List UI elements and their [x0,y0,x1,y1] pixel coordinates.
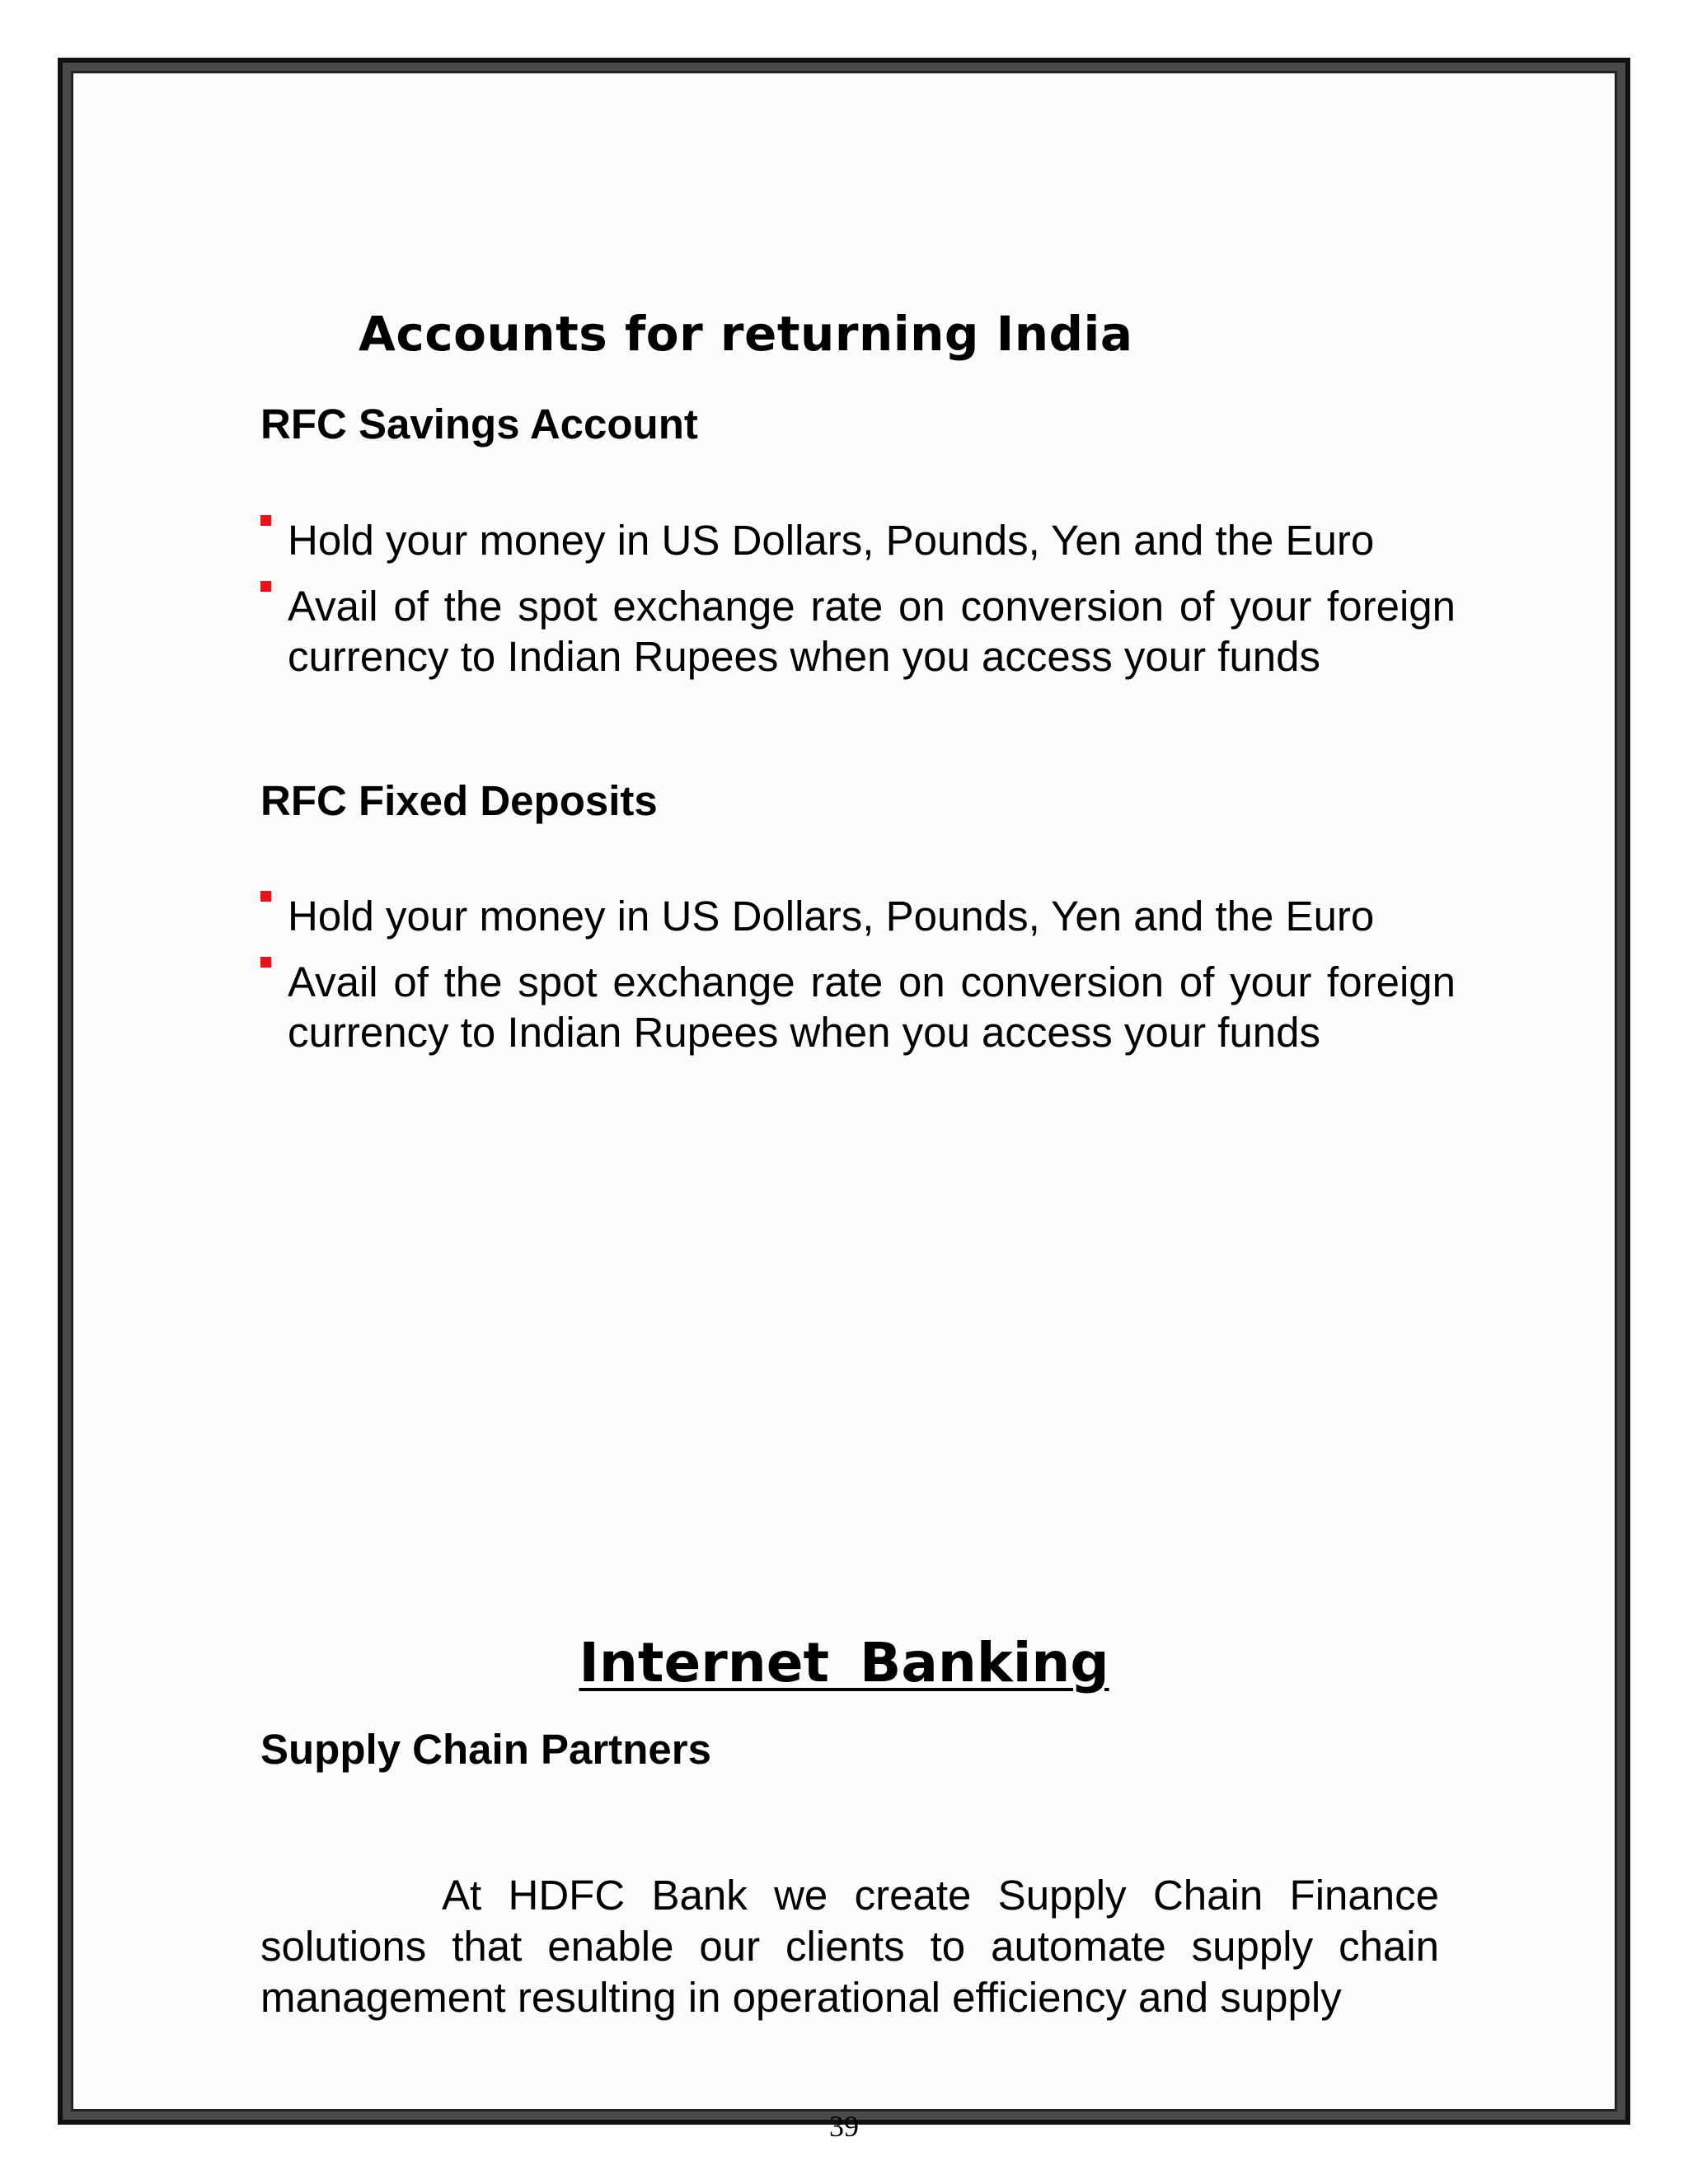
list-item [260,581,1456,682]
section-heading-rfc-fixed-deposits: RFC Fixed Deposits [260,777,658,824]
document-content [73,73,1615,2143]
list-item [260,891,1456,941]
rfc-fixed-deposits-bullet-list [260,891,1456,1073]
page-border-frame [58,58,1630,2143]
square-bullet-icon [260,581,271,592]
bullet-text: Hold your money in US Dollars, Pounds, Yen and the Euro [288,893,1375,940]
list-item [260,957,1456,1057]
body-paragraph: At HDFC Bank we create Supply Chain Finance solutions that enable our clients to automate supply chain management resulting in operational efficiency and supply [260,1872,1439,2021]
bullet-text: Avail of the spot exchange rate on conversion of your foreign currency to Indian Rupees when you access your funds [288,958,1456,1056]
square-bullet-icon [260,515,271,526]
page-number: 39 [829,2110,859,2143]
bullet-text: Avail of the spot exchange rate on conversion of your foreign currency to Indian Rupees when you access your funds [288,583,1456,680]
page [71,71,1617,2143]
section-heading-rfc-savings: RFC Savings Account [260,401,698,448]
bullet-text: Hold your money in US Dollars, Pounds, Yen and the Euro [288,517,1375,564]
rfc-savings-bullet-list [260,515,1456,697]
internet-banking-title: Internet Banking [579,1631,1109,1694]
square-bullet-icon [260,891,271,902]
main-title: Accounts for returning India [359,306,1133,362]
square-bullet-icon [260,957,271,968]
list-item [260,515,1456,565]
section-heading-supply-chain: Supply Chain Partners [260,1726,711,1773]
